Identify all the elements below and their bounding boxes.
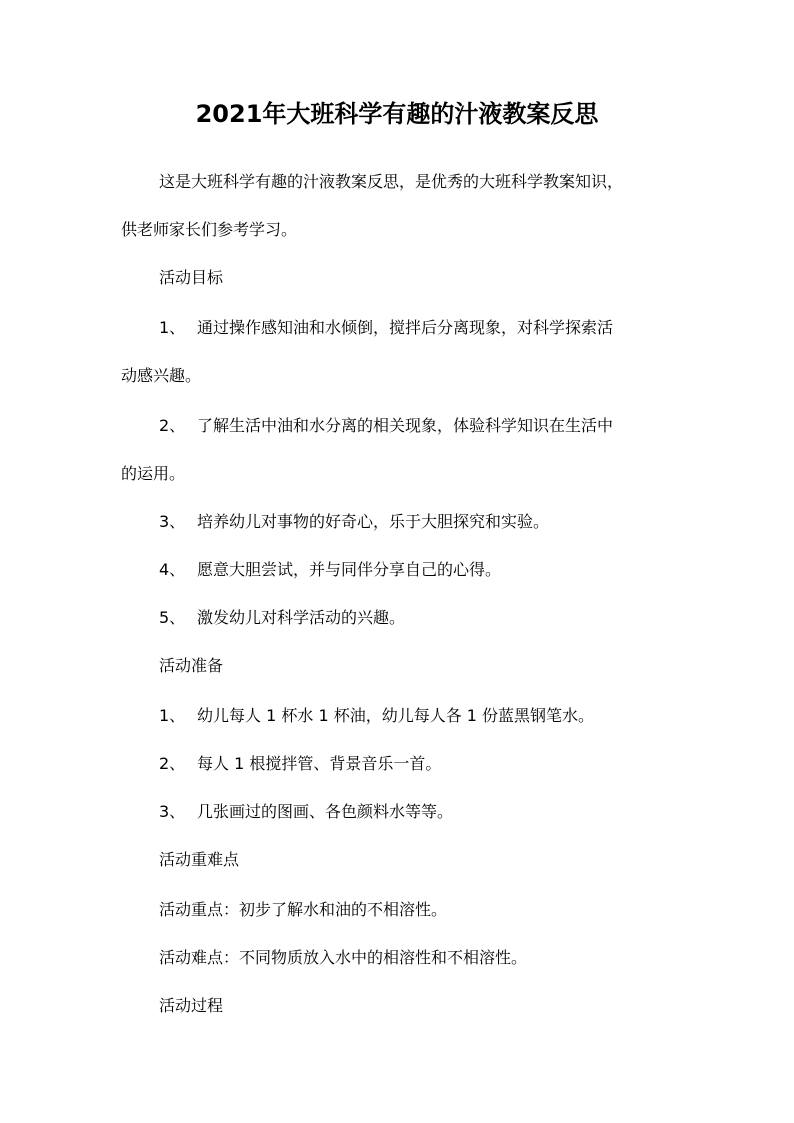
intro-line-2: 供老师家长们参考学习。 (121, 220, 298, 239)
key-point: 活动重点：初步了解水和油的不相溶性。 (159, 900, 448, 919)
goal-text: 愿意大胆尝试，并与同伴分享自己的心得。 (197, 560, 502, 579)
goal-item-5 (159, 606, 405, 630)
section-heading-process: 活动过程 (159, 996, 224, 1015)
prep-item-3 (159, 800, 453, 824)
prep-text: 几张画过的图画、各色颜料水等等。 (197, 802, 454, 821)
section-heading-goals: 活动目标 (159, 268, 224, 287)
prep-item-2 (159, 752, 441, 776)
goal-item-2 (159, 414, 613, 438)
prep-text: 每人 1 根搅拌管、背景音乐一首。 (197, 754, 442, 773)
difficult-point: 活动难点：不同物质放入水中的相溶性和不相溶性。 (159, 948, 528, 967)
goal-text: 培养幼儿对事物的好奇心，乐于大胆探究和实验。 (197, 512, 550, 531)
goal-number: 1、 (159, 318, 186, 337)
goal-item-3 (159, 510, 549, 534)
prep-item-1 (159, 704, 594, 728)
goal-number: 2、 (159, 416, 186, 435)
section-heading-key-points: 活动重难点 (159, 850, 240, 869)
goal-number: 5、 (159, 608, 186, 627)
goal-item-2-continued: 的运用。 (121, 464, 186, 483)
prep-number: 1、 (159, 706, 186, 725)
section-heading-preparation: 活动准备 (159, 656, 224, 675)
goal-text: 了解生活中油和水分离的相关现象，体验科学知识在生活中 (197, 416, 614, 435)
prep-text: 幼儿每人 1 杯水 1 杯油，幼儿每人各 1 份蓝黑钢笔水。 (197, 706, 595, 725)
goal-item-4 (159, 558, 501, 582)
goal-text: 通过操作感知油和水倾倒，搅拌后分离现象，对科学探索活 (197, 318, 614, 337)
goal-number: 4、 (159, 560, 186, 579)
intro-line-1: 这是大班科学有趣的汁液教案反思，是优秀的大班科学教案知识， (159, 172, 624, 191)
prep-number: 3、 (159, 802, 186, 821)
goal-item-1 (159, 316, 613, 340)
goal-number: 3、 (159, 512, 186, 531)
goal-item-1-continued: 动感兴趣。 (121, 366, 202, 385)
prep-number: 2、 (159, 754, 186, 773)
goal-text: 激发幼儿对科学活动的兴趣。 (197, 608, 406, 627)
document-title: 2021年大班科学有趣的汁液教案反思 (195, 100, 599, 128)
